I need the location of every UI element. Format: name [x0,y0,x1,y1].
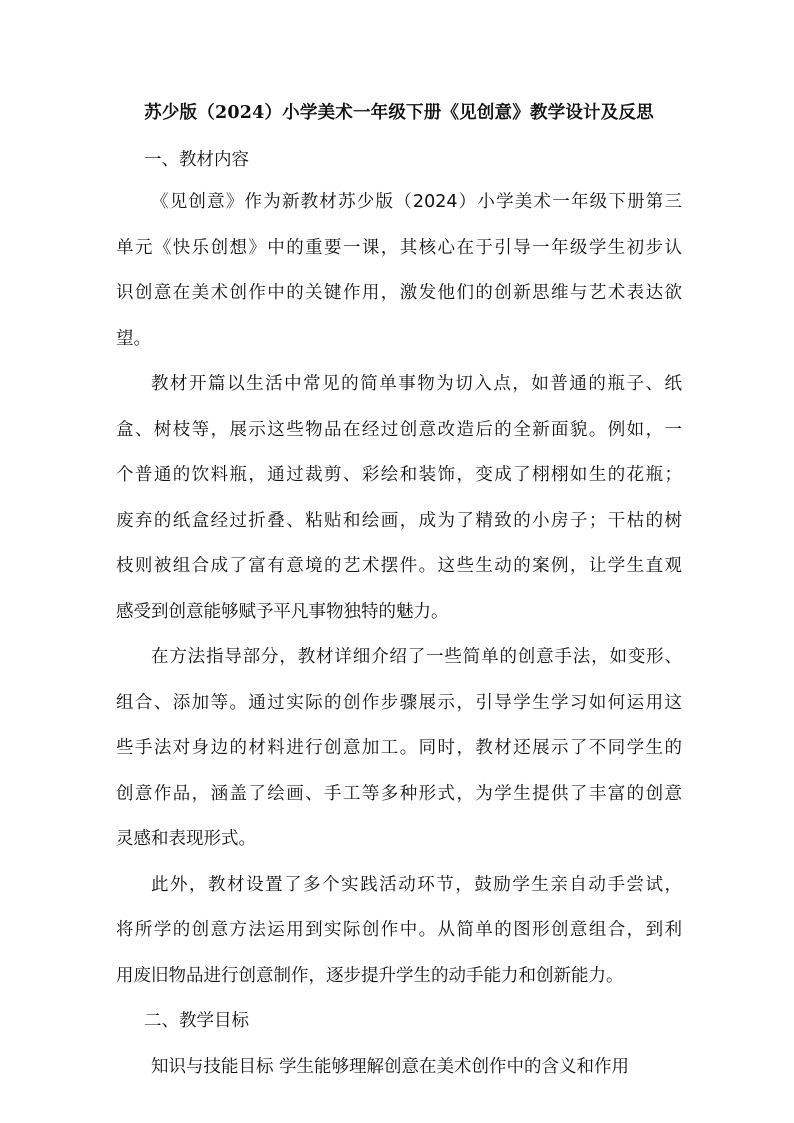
paragraph [116,1045,682,1091]
section-heading-1: 一、教材内容 [144,150,249,170]
paragraph [116,180,682,362]
paragraph-line: 些手法对身边的材料进行创意加工。同时，教材还展示了不同学生的 [116,738,682,758]
paragraph-line: 识创意在美术创作中的关键作用，激发他们的创新思维与艺术表达欲 [116,283,682,303]
paragraph-line: 望。 [116,328,151,349]
paragraph-line: 个普通的饮料瓶，通过裁剪、彩绘和装饰，变成了栩栩如生的花瓶； [116,465,682,485]
paragraph-line: 感受到创意能够赋予平凡事物独特的魅力。 [116,601,449,622]
paragraph-line: 《见创意》作为新教材苏少版（2024）小学美术一年级下册第三 [151,192,682,212]
paragraph [116,635,682,863]
document-body [116,98,682,1090]
paragraph-line: 盒、树枝等，展示这些物品在经过创意改造后的全新面貌。例如，一 [116,419,682,440]
paragraph-line: 在方法指导部分，教材详细介绍了一些简单的创意手法，如变形、 [151,647,682,667]
paragraph [116,362,682,635]
paragraph-line: 将所学的创意方法运用到实际创作中。从简单的图形创意组合，到利 [116,920,682,940]
paragraph-line: 组合、添加等。通过实际的创作步骤展示，引导学生学习如何运用这 [116,692,682,713]
section-heading-2: 二、教学目标 [144,1011,249,1031]
paragraph-line: 单元《快乐创想》中的重要一课，其核心在于引导一年级学生初步认 [116,237,682,258]
paragraph-line: 废弃的纸盒经过折叠、粘贴和绘画，成为了精致的小房子；干枯的树 [116,510,682,531]
paragraph-line: 枝则被组合成了富有意境的艺术摆件。这些生动的案例，让学生直观 [116,556,682,576]
paragraph-line: 用废旧物品进行创意制作，逐步提升学生的动手能力和创新能力。 [116,965,624,986]
paragraph [116,863,682,1000]
document-title: 苏少版（2024）小学美术一年级下册《见创意》教学设计及反思 [144,103,654,123]
paragraph-line: 创意作品，涵盖了绘画、手工等多种形式，为学生提供了丰富的创意 [116,783,682,804]
paragraph-line: 教材开篇以生活中常见的简单事物为切入点，如普通的瓶子、纸 [151,374,682,394]
paragraph-line: 此外，教材设置了多个实践活动环节，鼓励学生亲自动手尝试， [151,874,682,895]
paragraph-line: 知识与技能目标 学生能够理解创意在美术创作中的含义和作用 [151,1056,630,1077]
paragraph-line: 灵感和表现形式。 [116,829,256,849]
